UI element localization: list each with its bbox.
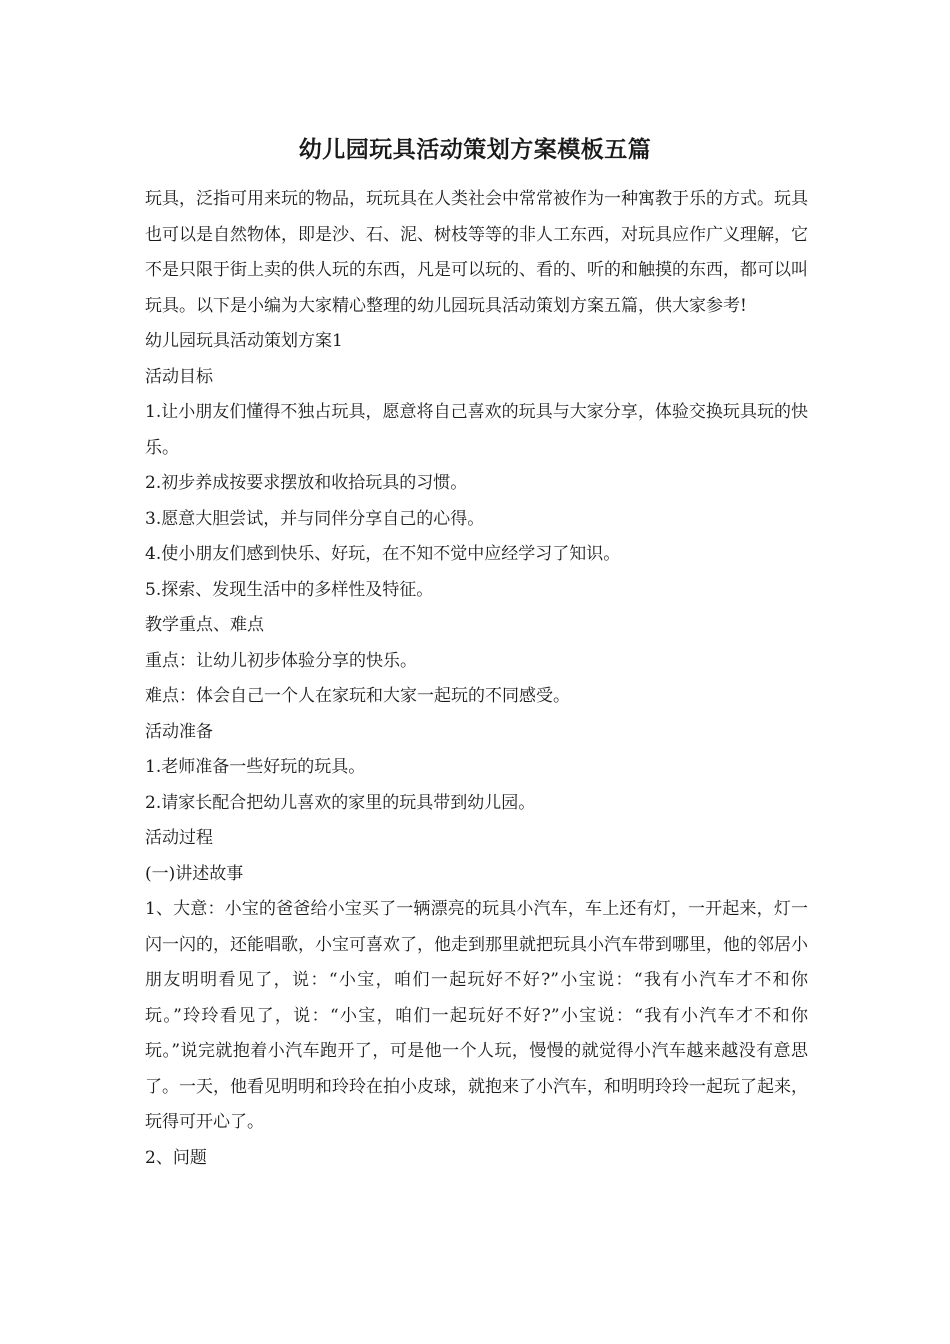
goal-item: 4.使小朋友们感到快乐、好玩，在不知不觉中应经学习了知识。 <box>145 544 621 564</box>
goal-item: 3.愿意大胆尝试，并与同伴分享自己的心得。 <box>145 508 485 529</box>
preparation-item: 1.老师准备一些好玩的玩具。 <box>145 757 366 777</box>
key-point: 重点：让幼儿初步体验分享的快乐。 <box>145 650 417 671</box>
document-body <box>145 182 808 1176</box>
document-title: 幼儿园玩具活动策划方案模板五篇 <box>298 136 652 163</box>
story-paragraph: 1、大意：小宝的爸爸给小宝买了一辆漂亮的玩具小汽车，车上还有灯，一开起来，灯一闪一闪的，还能唱歌，小宝可喜欢了，他走到那里就把玩具小汽车带到哪里，他的邻居小朋友明明看见了，说：“小宝，咱们一起玩好不好?”小宝说：“我有小汽车才不和你玩。”玲玲看见了，说：“小宝，咱们一起玩好不好?”小宝说：“我有小汽车才不和你玩。”说完就抱着小汽车跑开了，可是他一个人玩，慢慢的就觉得小汽车越来越没有意思了。一天，他看见明明和玲玲在拍小皮球，就抱来了小汽车，和明明玲玲一起玩了起来，玩得可开心了。 <box>145 899 808 1132</box>
preparation-item: 2.请家长配合把幼儿喜欢的家里的玩具带到幼儿园。 <box>145 792 536 813</box>
difficult-point: 难点：体会自己一个人在家玩和大家一起玩的不同感受。 <box>145 686 570 706</box>
subheading-preparation: 活动准备 <box>145 721 213 742</box>
goal-item: 5.探索、发现生活中的多样性及特征。 <box>145 579 434 600</box>
question-heading: 2、问题 <box>145 1147 207 1168</box>
subheading-goals: 活动目标 <box>145 366 213 387</box>
goal-item: 1.让小朋友们懂得不独占玩具，愿意将自己喜欢的玩具与大家分享，体验交换玩具玩的快乐。 <box>145 402 808 458</box>
intro-paragraph: 玩具，泛指可用来玩的物品，玩玩具在人类社会中常常被作为一种寓教于乐的方式。玩具也可以是自然物体，即是沙、石、泥、树枝等等的非人工东西，对玩具应作广义理解，它不是只限于街上卖的供人玩的东西，凡是可以玩的、看的、听的和触摸的东西，都可以叫玩具。以下是小编为大家精心整理的幼儿园玩具活动策划方案五篇，供大家参考! <box>145 189 808 316</box>
section-heading: 幼儿园玩具活动策划方案1 <box>145 331 343 351</box>
goal-item: 2.初步养成按要求摆放和收拾玩具的习惯。 <box>145 473 468 493</box>
subheading-process: 活动过程 <box>145 828 213 848</box>
subheading-key-points: 教学重点、难点 <box>145 615 264 635</box>
process-step-heading: (一)讲述故事 <box>145 863 244 884</box>
